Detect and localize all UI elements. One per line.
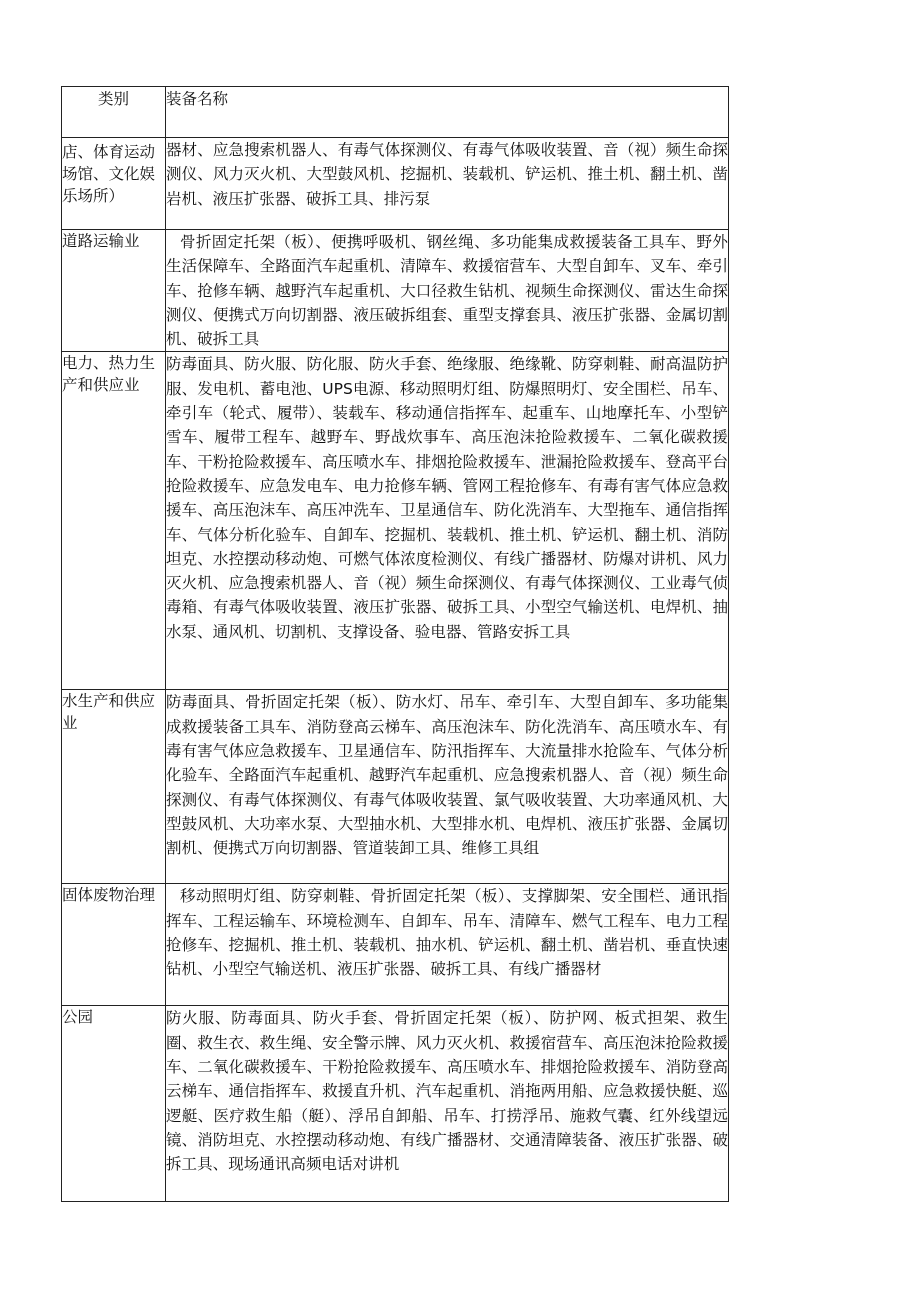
table-row [62,884,729,1006]
row-category: 电力、热力生产和供应业 [62,352,166,690]
table-row [62,1006,729,1202]
equipment-table [61,86,729,1202]
header-category: 类别 [62,87,166,138]
row-equipment: 移动照明灯组、防穿刺鞋、骨折固定托架（板）、支撑脚架、安全围栏、通讯指挥车、工程运输车、环境检测车、自卸车、吊车、清障车、燃气工程车、电力工程抢修车、挖掘机、推土机、装载机、抽水机、铲运机、翻土机、凿岩机、垂直快速钻机、小型空气输送机、液压扩张器、破拆工具、有线广播器材 [166,884,729,1006]
table-header-row [62,87,729,138]
row-equipment: 防火服、防毒面具、防火手套、骨折固定托架（板）、防护网、板式担架、救生圈、救生衣、救生绳、安全警示牌、风力灭火机、救援宿营车、高压泡沫抢险救援车、二氧化碳救援车、干粉抢险救援车、高压喷水车、排烟抢险救援车、消防登高云梯车、通信指挥车、救援直升机、汽车起重机、消拖两用船、应急救援快艇、巡逻艇、医疗救生船（艇）、浮吊自卸船、吊车、打捞浮吊、施救气囊、红外线望远镜、消防坦克、水控摆动移动炮、有线广播器材、交通清障装备、液压扩张器、破拆工具、现场通讯高频电话对讲机 [166,1006,729,1202]
header-equipment: 装备名称 [166,87,729,138]
table-row [62,230,729,352]
row-equipment: 骨折固定托架（板）、便携呼吸机、钢丝绳、多功能集成救援装备工具车、野外生活保障车、全路面汽车起重机、清障车、救援宿营车、大型自卸车、叉车、牵引车、抢修车辆、越野汽车起重机、大口径救生钻机、视频生命探测仪、雷达生命探测仪、便携式万向切割器、液压破拆组套、重型支撑套具、液压扩张器、金属切割机、破拆工具 [166,230,729,352]
row-category: 店、体育运动场馆、文化娱乐场所） [62,138,166,230]
table-row [62,138,729,230]
table-row [62,352,729,690]
table-row [62,690,729,884]
row-equipment: 器材、应急搜索机器人、有毒气体探测仪、有毒气体吸收装置、音（视）频生命探测仪、风力灭火机、大型鼓风机、挖掘机、装载机、铲运机、推土机、翻土机、凿岩机、液压扩张器、破拆工具、排污泵 [166,138,729,230]
row-equipment: 防毒面具、骨折固定托架（板）、防水灯、吊车、牵引车、大型自卸车、多功能集成救援装备工具车、消防登高云梯车、高压泡沫车、防化洗消车、高压喷水车、有毒有害气体应急救援车、卫星通信车、防汛指挥车、大流量排水抢险车、气体分析化验车、全路面汽车起重机、越野汽车起重机、应急搜索机器人、音（视）频生命探测仪、有毒气体探测仪、有毒气体吸收装置、氯气吸收装置、大功率通风机、大型鼓风机、大功率水泵、大型抽水机、大型排水机、电焊机、液压扩张器、金属切割机、便携式万向切割器、管道装卸工具、维修工具组 [166,690,729,884]
row-category: 公园 [62,1006,166,1202]
row-category: 道路运输业 [62,230,166,352]
row-category: 固体废物治理 [62,884,166,1006]
row-equipment: 防毒面具、防火服、防化服、防火手套、绝缘服、绝缘靴、防穿刺鞋、耐高温防护服、发电机、蓄电池、UPS电源、移动照明灯组、防爆照明灯、安全围栏、吊车、牵引车（轮式、履带）、装载车、移动通信指挥车、起重车、山地摩托车、小型铲雪车、履带工程车、越野车、野战炊事车、高压泡沫抢险救援车、二氧化碳救援车、干粉抢险救援车、高压喷水车、排烟抢险救援车、泄漏抢险救援车、登高平台抢险救援车、应急发电车、电力抢修车辆、管网工程抢修车、有毒有害气体应急救援车、高压泡沫车、高压冲洗车、卫星通信车、防化洗消车、大型拖车、通信指挥车、气体分析化验车、自卸车、挖掘机、装载机、推土机、铲运机、翻土机、消防坦克、水控摆动移动炮、可燃气体浓度检测仪、有线广播器材、防爆对讲机、风力灭火机、应急搜索机器人、音（视）频生命探测仪、有毒气体探测仪、工业毒气侦毒箱、有毒气体吸收装置、液压扩张器、破拆工具、小型空气输送机、电焊机、抽水泵、通风机、切割机、支撑设备、验电器、管路安拆工具 [166,352,729,690]
row-category: 水生产和供应业 [62,690,166,884]
